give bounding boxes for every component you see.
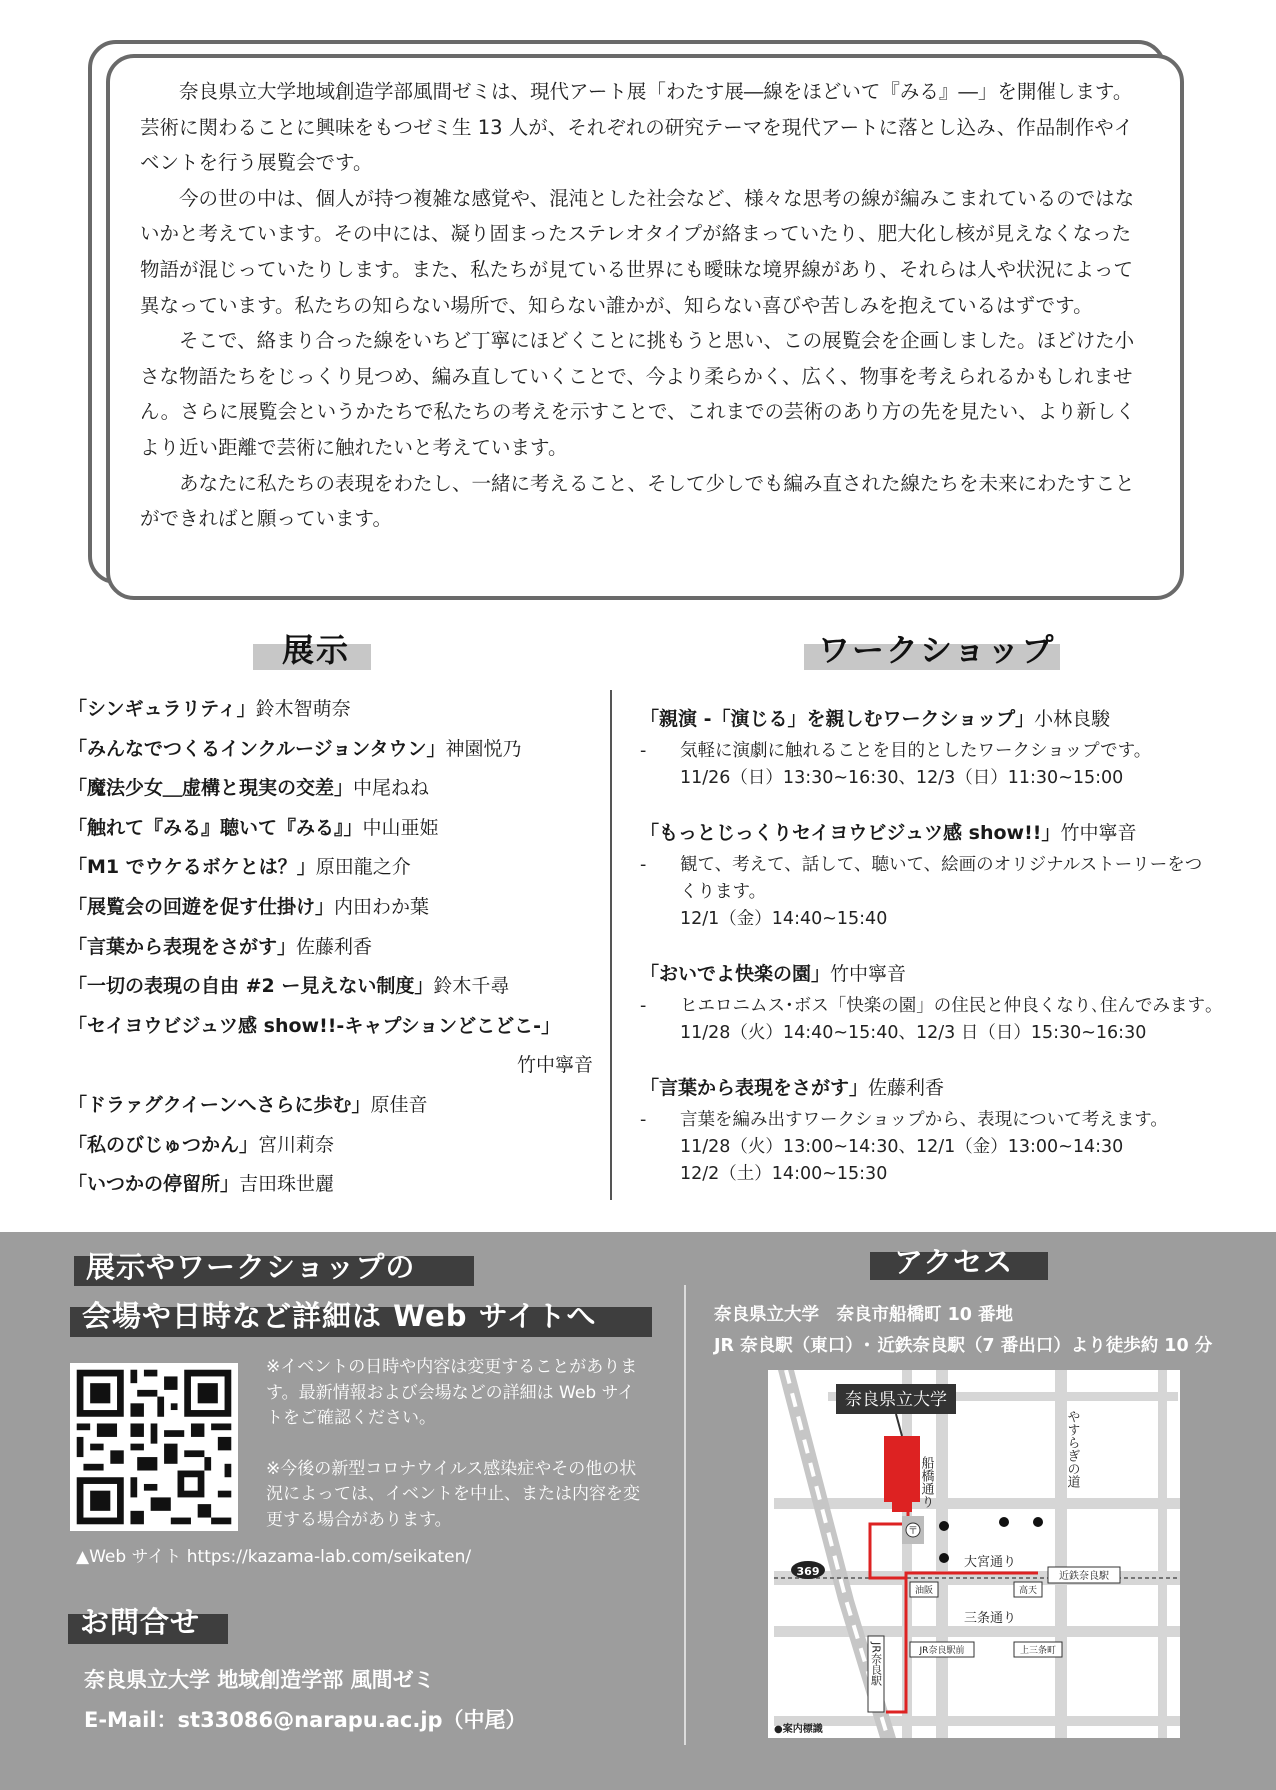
exhibit-artist: 鈴木千尋 [433,975,510,998]
workshop-body [640,1107,1240,1188]
exhibit-artist: 竹中寧音 [516,1054,593,1077]
web-heading-line-2: 会場や日時など詳細は Web サイトへ [82,1299,597,1333]
exhibit-artist: 中尾ねね [353,777,430,800]
intro-paragraph-1: 奈良県立大学地域創造学部風間ゼミは、現代アート展「わたす展―線をほどいて『みる』―」を開催します。芸術に関わることに興味をもつゼミ生 13 人が、それぞれの研究テーマを現代アートに落とし込み、作品制作やイベントを行う展覧会です。 [140,80,1134,175]
workshop-body [640,993,1240,1047]
list-item [68,967,593,1007]
access-map [768,1370,1180,1738]
access-heading: アクセス [894,1245,1014,1279]
workshop-host: 佐藤利香 [868,1077,945,1099]
workshop-date: 12/2（土）14:00~15:30 [680,1164,888,1184]
map-street-funahashi: 船橋通り [918,1456,934,1508]
list-item [68,928,593,968]
note-change: ※イベントの日時や内容は変更することがあります。最新情報および会場などの詳細は Web サイトをご確認ください。 [266,1357,638,1428]
workshop-desc: 気軽に演劇に触れることを目的としたワークショップです。 [680,741,1152,761]
workshop-title [640,1069,1240,1107]
workshop-title [640,814,1240,852]
web-url-link[interactable]: ▲Web サイト https://kazama-lab.com/seikaten/ [76,1547,472,1567]
workshop-title [640,700,1240,738]
map-street-omiya: 大宮通り [964,1555,1017,1570]
map-sign-dot [939,1553,949,1563]
list-item [68,848,593,888]
footer-notes [266,1355,646,1558]
exhibit-title: 「言葉から表現をさがす」 [68,935,297,958]
dash-bullet: - [640,855,647,875]
workshop-desc: 観て、考えて、話して、聴いて、絵画のオリジナルストーリーをつくります。 [680,855,1203,902]
map-post-office: 〒 [908,1526,918,1537]
contact-email[interactable]: E-Mail：st33086@narapu.ac.jp（中尾） [84,1708,527,1732]
workshop-body [640,852,1240,933]
exhibit-artist: 佐藤利香 [296,935,373,958]
exhibit-title: 「いつかの停留所」 [68,1173,240,1196]
workshop-date: 11/28（火）13:00~14:30、12/1（金）13:00~14:30 [680,1137,1124,1157]
list-item [68,1165,593,1205]
workshop-host: 小林良駿 [1034,708,1111,730]
workshop-desc: ヒエロニムス･ボス「快楽の園」の住民と仲良くなり､住んでみます｡ [680,996,1214,1016]
workshop-title [640,955,1240,993]
map-university-building [892,1502,912,1512]
exhibit-artist: 中山亜姫 [362,816,439,839]
contact-info [84,1660,527,1740]
map-landmark-aburasaka: 油阪 [914,1586,934,1596]
workshop-host: 竹中寧音 [1060,822,1137,844]
workshop-title-text: 「もっとじっくりセイヨウビジュツ感 show!!」 [640,822,1061,844]
note-covid: ※今後の新型コロナウイルス感染症やその他の状況によっては、イベントを中止、または内容を変更する場合があります。 [266,1458,640,1530]
contact-heading: お問合せ [80,1605,201,1639]
map-landmark-kotenn: 高天 [1018,1586,1038,1596]
exhibit-list [68,690,593,1205]
exhibit-title: 「触れて『みる』聴いて『みる』」 [68,816,363,839]
workshop-date: 12/1（金）14:40~15:40 [680,909,888,929]
intro-paragraph-4: あなたに私たちの表現をわたし、一緒に考えること、そして少しでも編み直された線たちを未来にわたすことができればと願っています。 [140,471,1135,531]
exhibit-title: 「M1 でウケるボケとは？」 [68,856,316,879]
map-sign-dot [1033,1517,1043,1527]
map-route-number: 369 [796,1565,820,1578]
web-heading-line-1: 展示やワークショップの [86,1250,416,1284]
exhibit-title: 「魔法少女＿虚構と現実の交差」 [68,777,354,800]
exhibit-title: 「セイヨウビジュツ感 show!!-キャプションどこどこ-」 [68,1014,561,1037]
access-directions: JR 奈良駅（東口）･ 近鉄奈良駅（7 番出口）より徒歩約 10 分 [714,1336,1213,1356]
intro-paragraph-2: 今の世の中は、個人が持つ複雑な感覚や、混沌とした社会など、様々な思考の線が編みこまれているのではないかと考えています。その中には、凝り固まったステレオタイプが絡まっていたり、肥大化し核が見えなくなった物語が混じっていたりします。また、私たちが見ている世界にも曖昧な境界線があり、それらは人や状況によって異なっています。私たちの知らない場所で、知らない誰かが、知らない喜びや苦しみを抱えているはずです。 [140,186,1135,317]
map-road [1158,1370,1167,1738]
map-road [774,1498,1180,1509]
exhibit-title: 「私のびじゅつかん」 [68,1133,259,1156]
map-university-label: 奈良県立大学 [845,1390,947,1410]
exhibit-title: 「展覧会の回遊を促す仕掛け」 [68,895,335,918]
exhibit-title: 「シンギュラリティ」 [68,698,256,720]
workshop-title-text: 「親演 -「演じる」を親しむワークショップ」 [640,708,1035,730]
list-item [68,1126,593,1166]
list-item [68,1086,593,1126]
access-address: 奈良県立大学 奈良市船橋町 10 番地 [714,1305,1014,1325]
workshop-desc: 言葉を編み出すワークショップから、表現について考えます。 [680,1110,1168,1130]
exhibit-artist: 原田龍之介 [315,856,411,879]
map-road-sanjo [774,1626,1180,1637]
column-divider [610,690,612,1200]
map-sign-dot [939,1521,949,1531]
workshop-title-text: 「言葉から表現をさがす」 [640,1077,869,1099]
contact-org: 奈良県立大学 地域創造学部 風間ゼミ [84,1668,435,1692]
exhibit-artist: 原佳音 [370,1093,428,1116]
map-landmark-jr-mae: JR奈良駅前 [919,1646,965,1656]
map-street-yasuragi: やすらぎの道 [1064,1410,1080,1488]
map-street-sanjo: 三条通り [964,1611,1017,1626]
list-item [68,809,593,849]
workshop-date: 11/28（火）14:40~15:40、12/3 日（日）15:30~16:30 [680,1023,1147,1043]
dash-bullet: - [640,741,647,761]
map-jr-station: JR奈良駅 [869,1642,883,1686]
list-item [68,888,593,928]
map-sign-dot [999,1517,1009,1527]
exhibit-artist: 内田わか葉 [334,895,430,918]
map-university-building [884,1436,920,1502]
list-item [68,730,593,770]
access-info [714,1300,1212,1362]
exhibit-artist: 宮川莉奈 [258,1133,335,1156]
map-landmark-kami-sanjo: 上三条町 [1019,1646,1057,1656]
exhibit-artist: 鈴木智萌奈 [255,698,351,720]
exhibit-artist: 吉田珠世麗 [239,1173,335,1196]
map-legend: ●案内標識 [774,1724,823,1735]
exhibit-artist: 神園悦乃 [445,737,522,760]
workshop-host: 竹中寧音 [830,963,907,985]
workshop-title-text: 「おいでよ快楽の園」 [640,963,831,985]
dash-bullet: - [640,996,647,1016]
map-kintetsu-station: 近鉄奈良駅 [1059,1571,1109,1582]
exhibit-title: 「ドラァグクイーンへさらに歩む」 [68,1093,371,1116]
list-item [68,690,593,730]
intro-text [140,74,1140,537]
qr-code[interactable] [70,1363,238,1531]
footer-divider [684,1285,686,1745]
dash-bullet: - [640,1110,647,1130]
workshop-heading: ワークショップ [818,631,1056,669]
workshop-date: 11/26（日）13:30~16:30、12/3（日）11:30~15:00 [680,768,1124,788]
exhibit-title: 「一切の表現の自由 #2 ー見えない制度」 [68,975,434,998]
exhibit-heading: 展示 [282,631,351,669]
list-item-artist-line [68,1046,593,1086]
list-item [68,1007,593,1047]
exhibit-title: 「みんなでつくるインクルージョンタウン」 [68,737,446,760]
workshop-body [640,738,1240,792]
workshop-list [640,700,1240,1188]
map-road [774,1716,1180,1726]
intro-paragraph-3: そこで、絡まり合った線をいちど丁寧にほどくことに挑もうと思い、この展覧会を企画しました。ほどけた小さな物語たちをじっくり見つめ、編み直していくことで、今より柔らかく、広く、物事を考えられるかもしれません。さらに展覧会というかたちで私たちの考えを示すことで、これまでの芸術のあり方の先を見たい、より新しくより近い距離で芸術に触れたいと考えています。 [140,329,1136,459]
list-item [68,769,593,809]
